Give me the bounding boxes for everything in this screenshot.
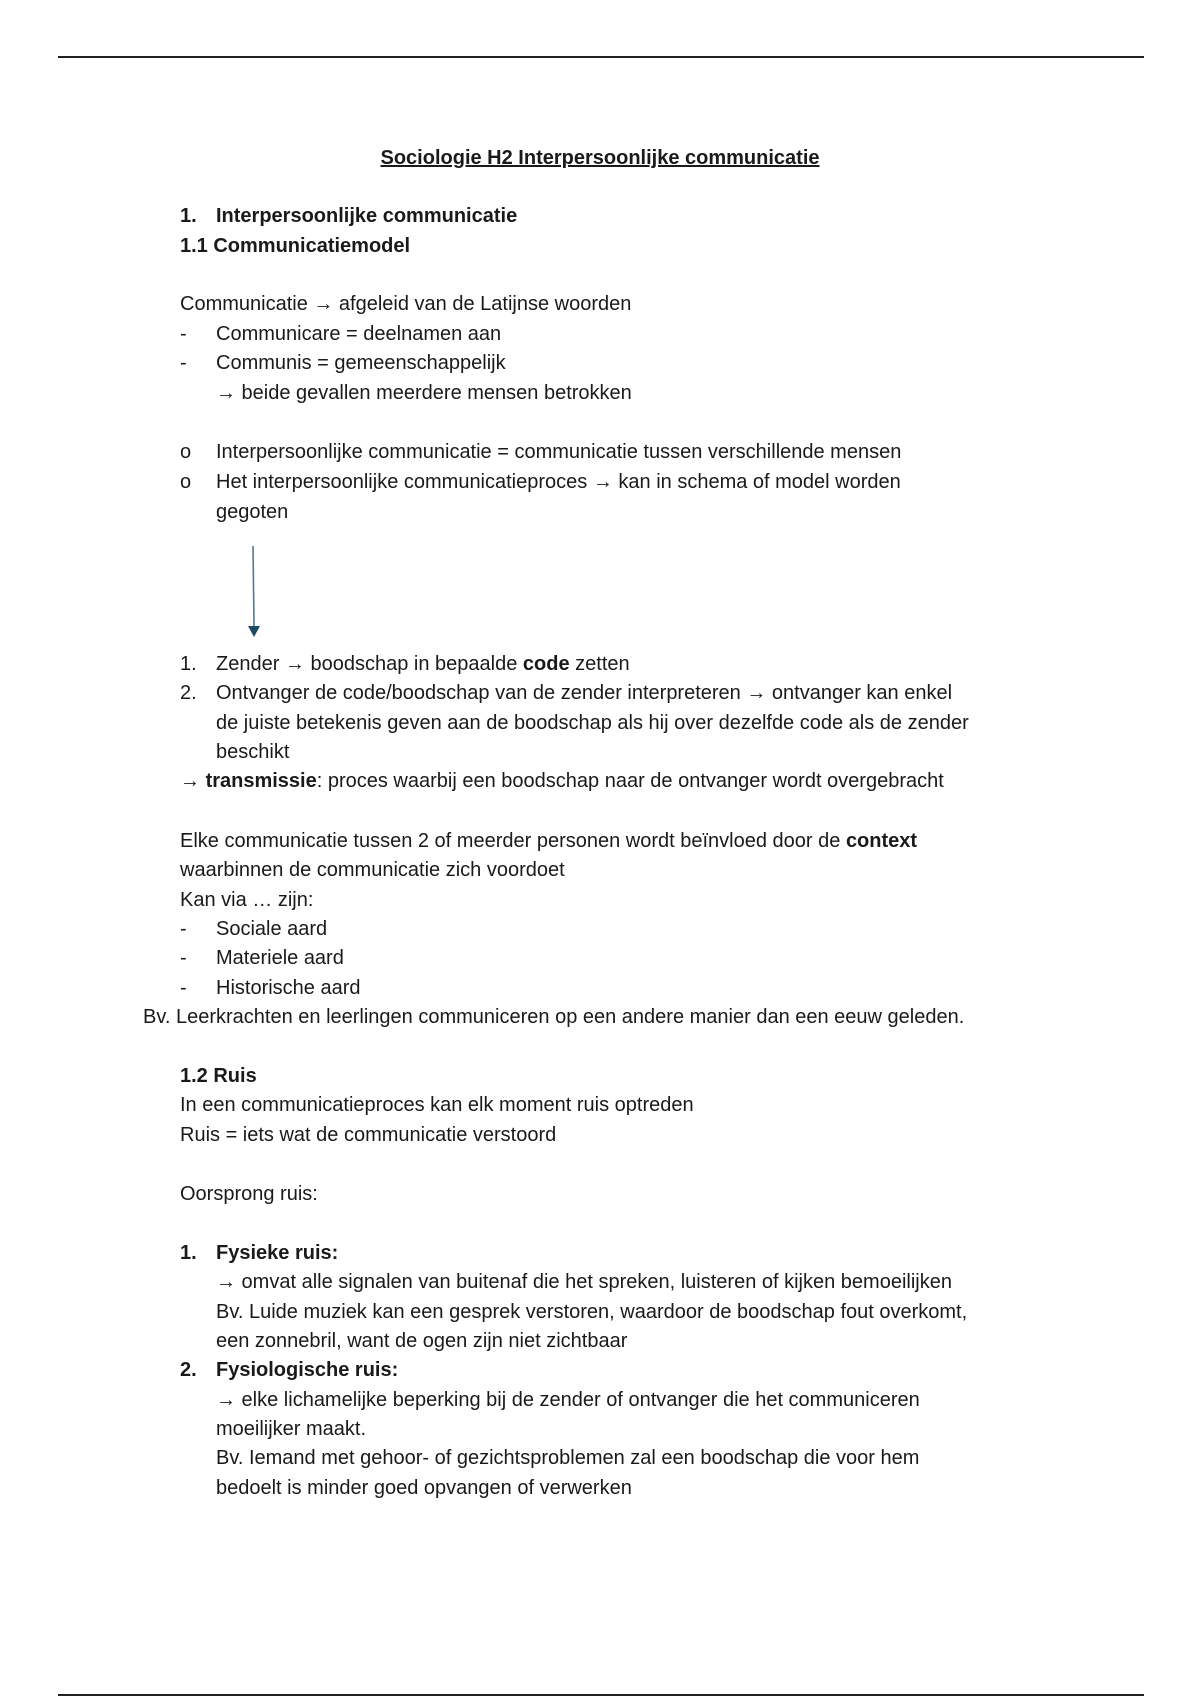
dash-marker: - (180, 977, 187, 999)
step-2-line: de juiste betekenis geven aan de boodschap als hij over dezelfde code als de zender (216, 712, 969, 734)
item-line: Bv. Iemand met gehoor- of gezichtsproblemen zal een boodschap die voor hem (216, 1447, 920, 1469)
step-2-line: Ontvanger de code/boodschap van de zender interpreteren → ontvanger kan enkel (216, 682, 953, 704)
circle-marker: o (180, 471, 192, 493)
footer-rule (58, 1694, 1144, 1696)
step-number: 1. (180, 653, 197, 675)
item-heading: Fysieke ruis: (216, 1242, 339, 1264)
item-line: → elke lichamelijke beperking bij de zender of ontvanger die het communiceren (216, 1389, 920, 1411)
transmissie-line: → transmissie: proces waarbij een boodschap naar de ontvanger wordt overgebracht (180, 770, 944, 792)
section-heading: Interpersoonlijke communicatie (216, 205, 518, 227)
paragraph-line: In een communicatieproces kan elk moment ruis optreden (180, 1094, 694, 1116)
oorsprong-line: Oorsprong ruis: (180, 1183, 318, 1205)
step-2-line: beschikt (216, 741, 290, 763)
dash-marker: - (180, 323, 187, 345)
context-line: waarbinnen de communicatie zich voordoet (180, 859, 565, 881)
dash-marker: - (180, 918, 187, 940)
down-arrow-icon (246, 546, 262, 638)
item-line: → omvat alle signalen van buitenaf die het spreken, luisteren of kijken bemoeilijken (216, 1271, 952, 1293)
list-item: Het interpersoonlijke communicatieproces → kan in schema of model worden (216, 471, 901, 493)
arrow-note: → beide gevallen meerdere mensen betrokken (216, 382, 632, 404)
list-item: Materiele aard (216, 947, 344, 969)
item-number: 2. (180, 1359, 197, 1381)
step-number: 2. (180, 682, 197, 704)
page-title: Sociologie H2 Interpersoonlijke communicatie (380, 147, 820, 169)
step-1: Zender → boodschap in bepaalde code zetten (216, 653, 630, 675)
paragraph-line: Ruis = iets wat de communicatie verstoord (180, 1124, 557, 1146)
item-line: bedoelt is minder goed opvangen of verwerken (216, 1477, 632, 1499)
item-heading: Fysiologische ruis: (216, 1359, 399, 1381)
circle-marker: o (180, 441, 192, 463)
header-rule (58, 56, 1144, 58)
item-number: 1. (180, 1242, 197, 1264)
subsection-heading: 1.2 Ruis (180, 1065, 257, 1087)
section-number: 1. (180, 205, 197, 227)
list-item: Historische aard (216, 977, 361, 999)
example-line: Bv. Leerkrachten en leerlingen communiceren op een andere manier dan een eeuw geleden. (143, 1006, 965, 1028)
list-item: Communicare = deelnamen aan (216, 323, 502, 345)
intro-line: Communicatie → afgeleid van de Latijnse woorden (180, 293, 632, 315)
kan-via-line: Kan via … zijn: (180, 889, 314, 911)
list-item-continuation: gegoten (216, 501, 289, 523)
list-item: Interpersoonlijke communicatie = communicatie tussen verschillende mensen (216, 441, 902, 463)
item-line: een zonnebril, want de ogen zijn niet zichtbaar (216, 1330, 628, 1352)
list-item: Communis = gemeenschappelijk (216, 352, 506, 374)
context-line: Elke communicatie tussen 2 of meerder personen wordt beïnvloed door de context (180, 830, 918, 852)
subsection-heading: 1.1 Communicatiemodel (180, 235, 411, 257)
item-line: Bv. Luide muziek kan een gesprek verstoren, waardoor de boodschap fout overkomt, (216, 1301, 968, 1323)
dash-marker: - (180, 947, 187, 969)
dash-marker: - (180, 352, 187, 374)
list-item: Sociale aard (216, 918, 328, 940)
item-line: moeilijker maakt. (216, 1418, 367, 1440)
